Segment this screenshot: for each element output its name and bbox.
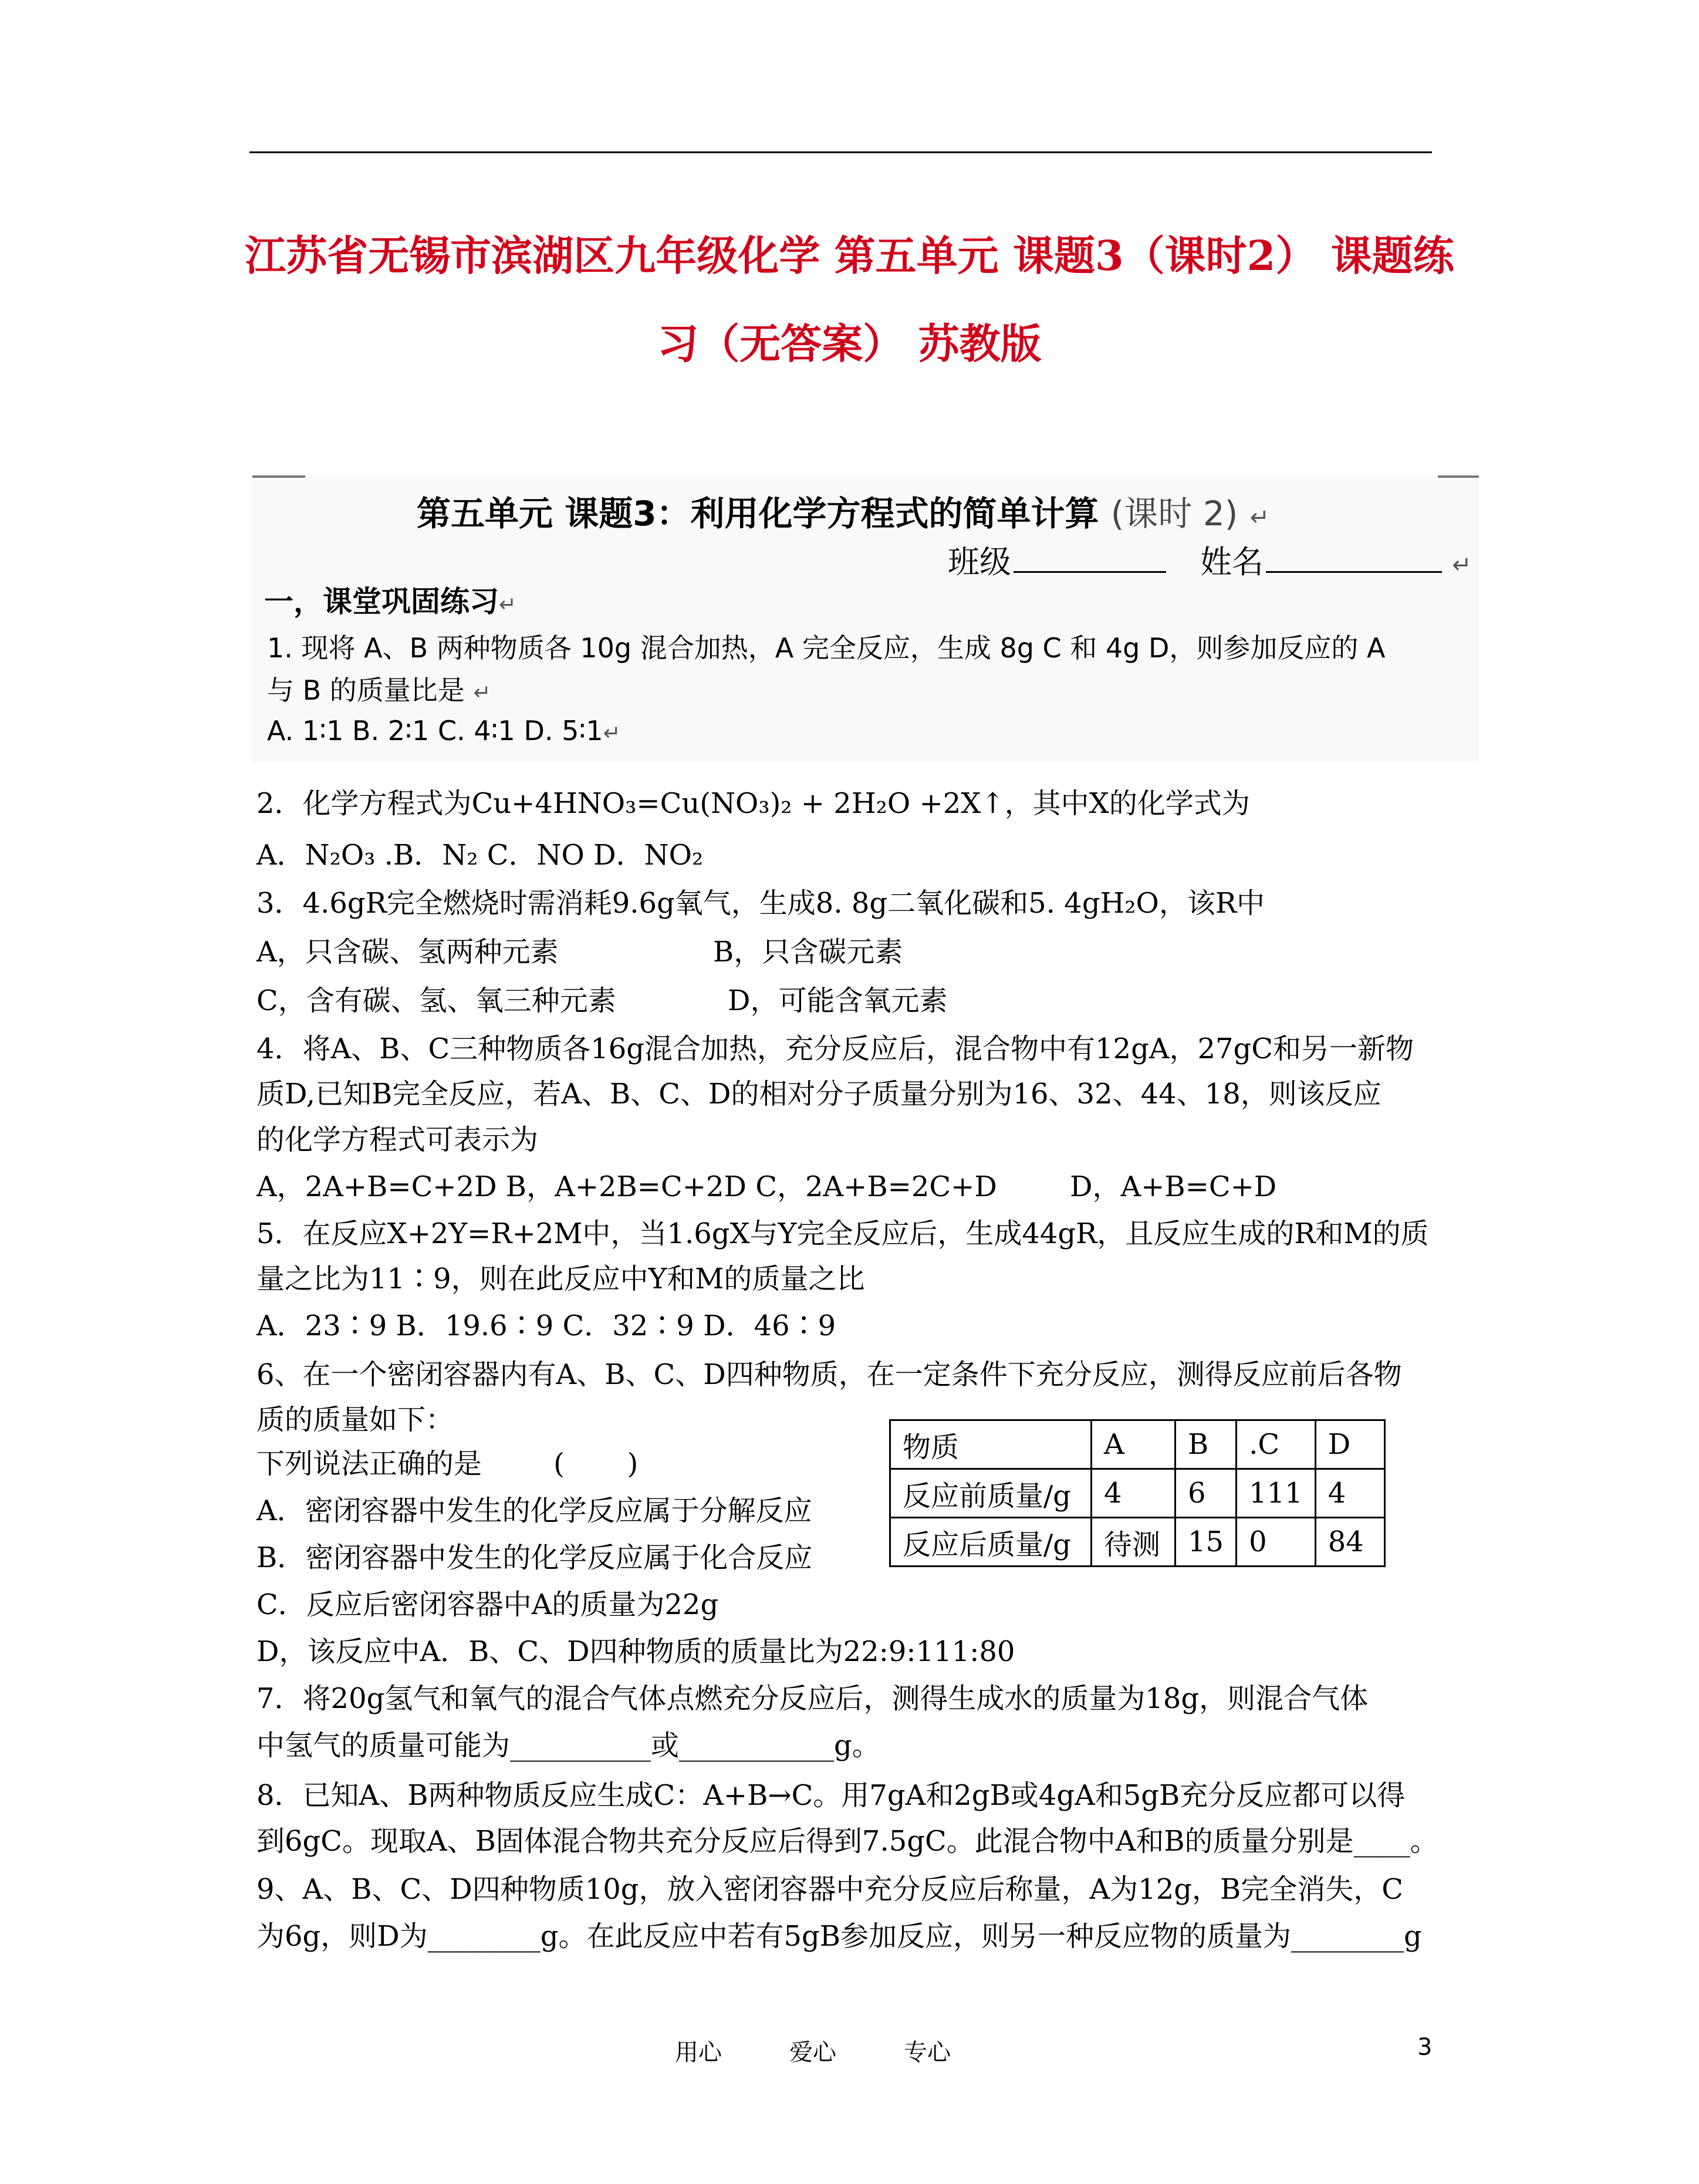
table-cell: B [1176, 1420, 1237, 1469]
question-6-option-b: B．密闭容器中发生的化学反应属于化合反应 [256, 1541, 813, 1574]
question-3-option-c: C，含有碳、氢、氧三种元素 [256, 984, 616, 1017]
mass-table [889, 1419, 1386, 1567]
class-field [948, 537, 1166, 582]
question-3-option-b: B，只含碳元素 [713, 936, 903, 968]
scanned-worksheet-image [252, 475, 1479, 763]
question-1-options-text: A. 1∶1 B. 2∶1 C. 4∶1 D. 5∶1 [267, 715, 603, 747]
name-label: 姓名 [1200, 544, 1264, 580]
table-cell: 反应前质量/g [890, 1469, 1092, 1518]
table-cell: 反应后质量/g [890, 1518, 1092, 1567]
question-3-line: 3．4.6gR完全燃烧时需消耗9.6g氧气，生成8. 8g二氧化碳和5. 4gH₂O，该R中 [256, 887, 1265, 920]
table-cell: 111 [1237, 1469, 1316, 1518]
section-heading-text: 一，课堂巩固练习 [264, 585, 499, 619]
document-title-line-1: 江苏省无锡市滨湖区九年级化学 第五单元 课题3（课时2） 课题练 [245, 231, 1454, 280]
question-4-option-d: D，A+B=C+D [1070, 1170, 1277, 1203]
question-8-line-2: 到6gC。现取A、B固体混合物共充分反应后得到7.5gC。此混合物中A和B的质量分别是____。 [256, 1825, 1438, 1858]
scan-edge-left [252, 475, 305, 478]
question-5-line-1: 5．在反应X+2Y=R+2M中，当1.6gX与Y完全反应后，生成44gR，且反应生成的R和M的质 [256, 1217, 1429, 1250]
question-4-line-1: 4．将A、B、C三种物质各16g混合加热，充分反应后，混合物中有12gA，27gC和另一新物 [256, 1032, 1414, 1065]
question-1-line-1: 1. 现将 A、B 两种物质各 10g 混合加热，A 完全反应，生成 8g C 和 4g D，则参加反应的 A [267, 632, 1386, 664]
return-mark-icon: ↵ [603, 721, 621, 745]
table-row [890, 1518, 1385, 1567]
question-4-options: A，2A+B=C+2D B，A+2B=C+2D C，2A+B=2C+D [256, 1170, 997, 1203]
header-rule [249, 151, 1432, 153]
table-cell: 待测 [1092, 1518, 1176, 1567]
return-mark-icon: ↵ [1452, 552, 1472, 579]
question-6-option-c: C．反应后密闭容器中A的质量为22g [256, 1588, 719, 1621]
section-heading [264, 578, 516, 620]
page-number: 3 [1417, 2034, 1433, 2061]
question-5-options: A．23∶9 B．19.6∶9 C．32∶9 D．46∶9 [256, 1309, 836, 1342]
question-5-line-2: 量之比为11∶9，则在此反应中Y和M的质量之比 [256, 1263, 865, 1295]
question-7-line-2: 中氢气的质量可能为__________或___________g。 [256, 1729, 880, 1762]
question-6-option-d: D，该反应中A．B、C、D四种物质的质量比为22:9:111:80 [256, 1635, 1015, 1668]
question-1-line-2 [267, 669, 491, 708]
worksheet-heading-text: 第五单元 课题3：利用化学方程式的简单计算 [417, 494, 1099, 534]
table-row [890, 1469, 1385, 1518]
table-cell: 6 [1176, 1469, 1237, 1518]
question-2-line: 2．化学方程式为Cu+4HNO₃=Cu(NO₃)₂ + 2H₂O +2X↑，其中X的化学式为 [256, 787, 1250, 820]
document-title-line-2: 习（无答案） 苏教版 [657, 319, 1042, 368]
table-cell: 4 [1315, 1469, 1384, 1518]
question-1-line-2-text: 与 B 的质量比是 [267, 674, 465, 706]
question-9-line-2: 为6g，则D为________g。在此反应中若有5gB参加反应，则另一种反应物的质量为________g [256, 1920, 1422, 1953]
return-mark-icon: ↵ [499, 593, 517, 617]
question-7-line-1: 7．将20g氢气和氧气的混合气体点燃充分反应后，测得生成水的质量为18g，则混合气体 [256, 1682, 1369, 1715]
return-mark-icon: ↵ [473, 681, 491, 705]
table-cell: D [1315, 1420, 1384, 1469]
name-field [1200, 537, 1472, 582]
table-row [890, 1420, 1385, 1469]
question-4-line-2: 质D,已知B完全反应，若A、B、C、D的相对分子质量分别为16、32、44、18，则该反应 [256, 1078, 1382, 1110]
table-cell: A [1092, 1420, 1176, 1469]
return-mark-icon: ↵ [1249, 504, 1270, 531]
footer-text-1: 用心 [675, 2039, 722, 2066]
table-cell: 4 [1092, 1469, 1176, 1518]
question-6-line-2: 质的质量如下： [256, 1403, 454, 1436]
question-3-option-a: A，只含碳、氢两种元素 [256, 936, 559, 968]
question-1-options [267, 715, 621, 747]
question-4-line-3: 的化学方程式可表示为 [256, 1123, 539, 1156]
question-8-line-1: 8．已知A、B两种物质反应生成C：A+B→C。用7gA和2gB或4gA和5gB充分反应都可以得 [256, 1779, 1406, 1812]
worksheet-heading [417, 486, 1269, 535]
worksheet-heading-period: (课时 2) [1110, 494, 1238, 534]
question-2-options: A．N₂O₃ .B．N₂ C．NO D．NO₂ [256, 839, 704, 872]
class-label: 班级 [948, 544, 1011, 580]
question-3-option-d: D，可能含氧元素 [728, 984, 948, 1017]
table-cell: 84 [1315, 1518, 1384, 1567]
table-cell: .C [1237, 1420, 1316, 1469]
table-cell: 物质 [890, 1420, 1092, 1469]
table-cell: 0 [1237, 1518, 1316, 1567]
question-6-option-a: A．密闭容器中发生的化学反应属于分解反应 [256, 1494, 812, 1527]
question-6-line-1: 6、在一个密闭容器内有A、B、C、D四种物质，在一定条件下充分反应，测得反应前后各物 [256, 1358, 1402, 1391]
footer-text-2: 爱心 [789, 2039, 836, 2066]
question-6-prompt: 下列说法正确的是 ( ) [256, 1447, 639, 1480]
scan-edge-right [1438, 475, 1479, 478]
table-cell: 15 [1176, 1518, 1237, 1567]
footer-text-3: 专心 [904, 2039, 951, 2066]
question-9-line-1: 9、A、B、C、D四种物质10g，放入密闭容器中充分反应后称量，A为12g，B完全消失，C [256, 1873, 1403, 1906]
